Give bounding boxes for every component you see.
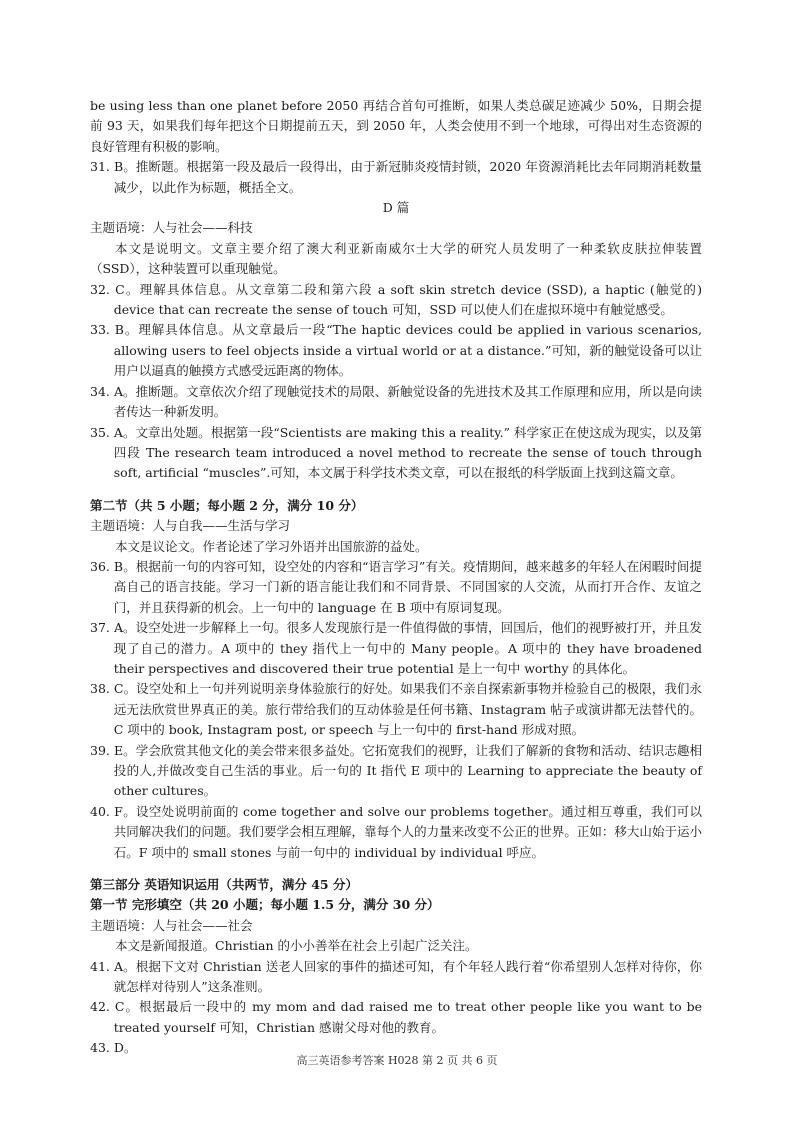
answer-item: 32. C。理解具体信息。从文章第二段和第六段 a soft skin stretch device (SSD), a haptic (触觉的) device that can recreate the sense of touch 可知，SSD 可以使人们在虚拟环境中有触觉感受。 [90,281,702,318]
answer-item: 38. C。设空处和上一句并列说明亲身体验旅行的好处。如果我们不亲自探索新事物并检验自己的极限，我们永远无法欣赏世界真正的美。旅行带给我们的互动体验是任何书籍、Instagram 帖子或演讲都无法替代的。C 项中的 book, Instagram post, or speech 与上一句中的 first-hand 形成对照。 [90,681,702,738]
passage-heading: D 篇 [382,200,410,216]
answer-item: 33. B。理解具体信息。从文章最后一段“The haptic devices could be applied in various scenarios, allowing users to feel objects inside a virtual world or at a distance.”可知，新的触觉设备可以让用户以逼真的触摸方式感受远距离的物体。 [90,322,702,379]
theme-context: 主题语境：人与自我——生活与学习 [90,518,291,534]
answer-item: 42. C。根据最后一段中的 my mom and dad raised me to treat other people like you want to be treated yourself 可知，Christian 感谢父母对他的教育。 [90,999,702,1035]
page-footer: 高三英语参考答案 H028 第 2 页 共 6 页 [296,1054,498,1067]
summary-paragraph: 本文是说明文。文章主要介绍了澳大利亚新南威尔士大学的研究人员发明了一种柔软皮肤拉伸装置（SSD），这种装置可以重现触觉。 [90,240,702,277]
section-gap [90,484,702,496]
theme-context: 主题语境：人与社会——社会 [90,917,253,933]
theme-context: 主题语境：人与社会——科技 [90,220,253,236]
section-heading: 第一节 完形填空（共 20 小题；每小题 1.5 分，满分 30 分） [90,897,440,913]
section-heading: 第三部分 英语知识运用（共两节，满分 45 分） [90,877,358,893]
answer-item: 39. E。学会欣赏其他文化的美会带来很多益处。它拓宽我们的视野，让我们了解新的食物和活动、结识志趣相投的人,并做改变自己生活的事业。后一句的 It 指代 E 项中的 Learning to appreciate the beauty of other cultures。 [90,742,702,799]
answer-key-body [90,96,702,1059]
answer-item: 43. D。 [90,1040,137,1056]
answer-item: 37. A。设空处进一步解释上一句。很多人发现旅行是一件值得做的事情，回国后，他们的视野被打开，并且发现了自己的潜力。A 项中的 they 指代上一句中的 Many people。A 项中的 they have broadened their perspectives and discovered their true potential 是上一句中 worthy 的具体化。 [90,620,702,676]
answer-item: 35. A。文章出处题。根据第一段“Scientists are making this a reality.” 科学家正在使这成为现实，以及第四段 The research team introduced a novel method to recreate the sense of touch through soft, artificial “muscles”.可知，本文属于科学技术类文章，可以在报纸的科学版面上找到这篇文章。 [90,424,702,481]
answer-item: 40. F。设空处说明前面的 come together and solve our problems together。通过相互尊重，我们可以共同解决我们的问题。我们要学会相互理解，靠每个人的力量来改变不公正的世界。正如：移大山始于运小石。F 项中的 small stones 与前一句中的 individual by individual 呼应。 [90,803,702,860]
answer-item: 31. B。推断题。根据第一段及最后一段得出，由于新冠肺炎疫情封锁，2020 年资源消耗比去年同期消耗数量减少，以此作为标题，概括全文。 [90,159,702,195]
summary-paragraph: 本文是议论文。作者论述了学习外语并出国旅游的益处。 [115,538,428,554]
section-gap [90,863,702,875]
summary-paragraph: 本文是新闻报道。Christian 的小小善举在社会上引起广泛关注。 [115,938,478,954]
answer-item: 41. A。根据下文对 Christian 送老人回家的事件的描述可知，有个年轻人践行着“你希望别人怎样对待你，你就怎样对待别人”这条准则。 [90,958,702,995]
answer-item: 34. A。推断题。文章依次介绍了现触觉技术的局限、新触觉设备的先进技术及其工作原理和应用，所以是向读者传达一种新发明。 [90,383,702,420]
section-heading: 第二节（共 5 小题；每小题 2 分，满分 10 分） [90,497,364,513]
answer-item: 36. B。根据前一句的内容可知，设空处的内容和“语言学习”有关。疫情期间，越来越多的年轻人在闲暇时间提高自己的语言技能。学习一门新的语言能让我们和不同背景、不同国家的人交流，从而打开合作、友谊之门，并且获得新的机会。上一句中的 language 在 B 项中有原词复现。 [90,558,702,615]
continued-paragraph: be using less than one planet before 2050 再结合首句可推断，如果人类总碳足迹减少 50%，日期会提前 93 天，如果我们每年把这个日期提前五天，到 2050 年，人类会使用不到一个地球，可得出对生态资源的良好管理有积极的影响。 [90,98,702,154]
